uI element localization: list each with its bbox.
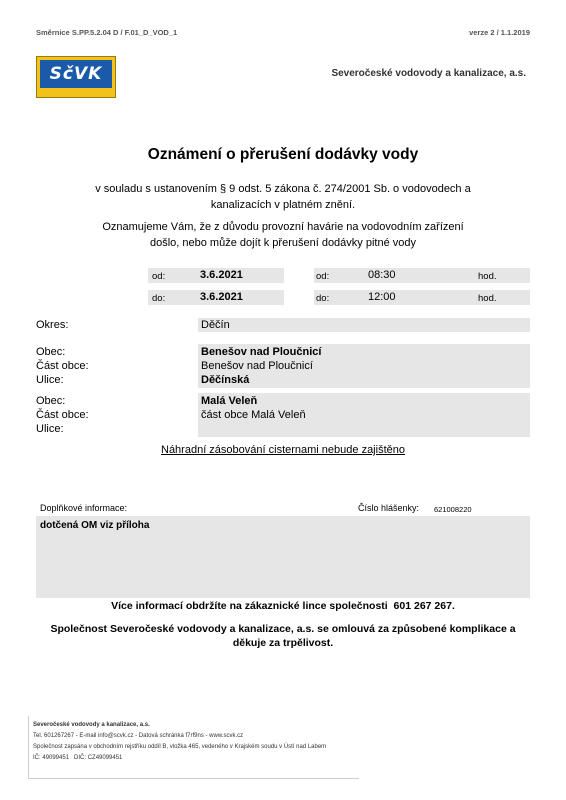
report-number-value: 621008220 [434,505,472,514]
announce-line-2: došlo, nebo může dojít k přerušení dodávky pitné vody [150,237,416,249]
date-to-label: do: [152,293,166,304]
notice-title: Oznámení o přerušení dodávky vody [147,146,419,163]
part-label-1: Část obce: [36,360,89,372]
date-to-value: 3.6.2021 [200,291,243,303]
municipality-label-1: Obec: [36,346,66,358]
municipality-value-1: Benešov nad Ploučnicí [201,346,322,358]
logo-text: SčVK [49,64,103,84]
time-to-bg [314,290,530,305]
district-bg [198,318,530,332]
footer-ids: IČ: 49099451 DIČ: CZ49099451 [33,755,123,761]
municipality-value-2: Malá Veleň [201,395,258,407]
hours-unit-from: hod. [478,271,497,282]
part-value-1: Benešov nad Ploučnicí [201,360,313,372]
additional-info-label: Doplňkové informace: [40,503,128,513]
hours-unit-to: hod. [478,293,497,304]
district-value: Děčín [201,319,230,331]
part-label-2: Část obce: [36,409,89,421]
directive-code: Směrnice S.PP.5.2.04 D / F.01_D_VOD_1 [36,28,178,37]
company-name: Severočeské vodovody a kanalizace, a.s. [331,68,526,79]
time-from-label: od: [316,271,330,282]
additional-info-text: dotčená OM viz příloha [40,520,150,531]
time-from-value: 08:30 [368,269,396,281]
footer-registry: Společnost zapsána v obchodním rejstříku oddíl B, vložka 465, vedeného v Krajském soudu v Ústí nad Labem [33,744,327,750]
legal-line-1: v souladu s ustanovením § 9 odst. 5 zákona č. 274/2001 Sb. o vodovodech a [95,183,471,195]
legal-line-2: kanalizacích v platném znění. [210,199,356,211]
time-to-value: 12:00 [368,291,396,303]
apology-line-1: Společnost Severočeské vodovody a kanalizace, a.s. se omlouvá za způsobené komplikace a [50,623,516,635]
footer-contacts: Tel. 601267267 - E-mail info@scvk.cz - Datová schránka f7rf9ns - www.scvk.cz [33,733,244,739]
street-value-1: Děčínská [201,374,250,386]
date-from-value: 3.6.2021 [200,269,243,281]
time-to-label: do: [316,293,330,304]
street-label-2: Ulice: [36,423,64,435]
version-label: verze 2 / 1.1.2019 [469,28,530,37]
announce-line-1: Oznamujeme Vám, že z důvodu provozní havárie na vodovodním zařízení [102,221,464,233]
additional-info-box [36,516,530,598]
part-value-2: část obce Malá Veleň [201,409,306,421]
district-label: Okres: [36,319,69,331]
company-logo [36,56,116,98]
apology-line-2: děkuje za trpělivost. [232,637,334,649]
substitute-supply-note: Náhradní zásobování cisternami nebude zajištěno [161,444,405,456]
street-label-1: Ulice: [36,374,64,386]
customer-line-info: Více informací obdržíte na zákaznické lince společnosti 601 267 267. [111,600,455,612]
time-from-bg [314,268,530,283]
footer-company: Severočeské vodovody a kanalizace, a.s. [33,722,150,728]
report-number-label: Číslo hlášenky: [358,503,420,513]
municipality-label-2: Obec: [36,395,66,407]
date-from-label: od: [152,271,166,282]
